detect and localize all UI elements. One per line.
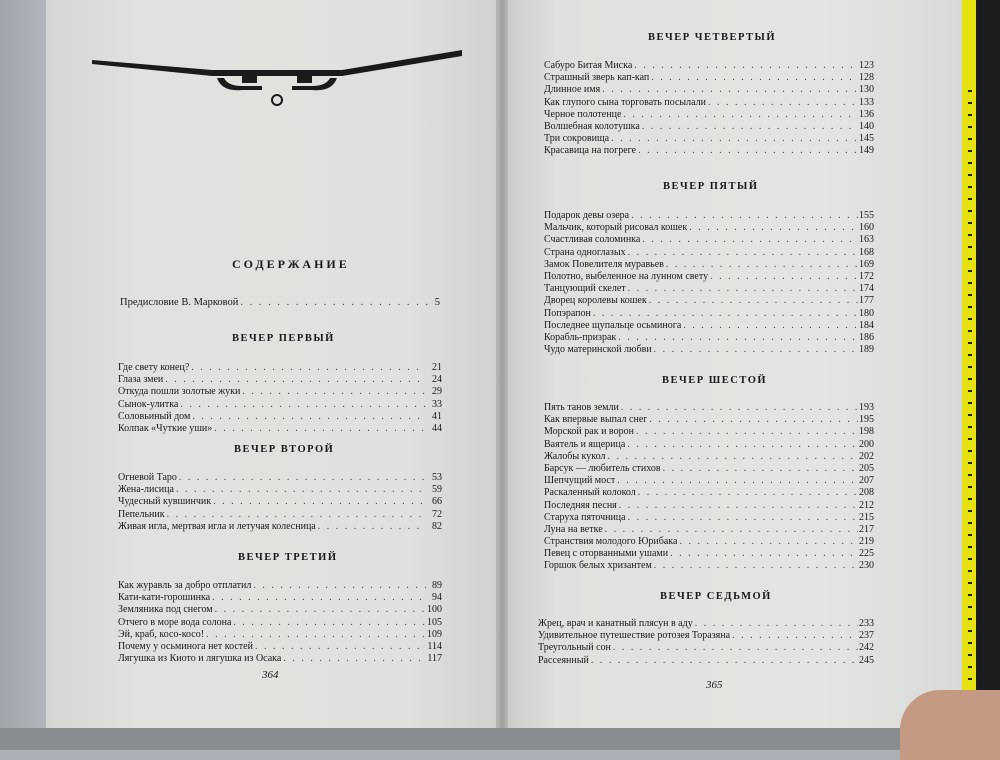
edge-mark: [968, 534, 972, 536]
toc-entry[interactable]: [118, 423, 442, 435]
entry-title: Волшебная колотушка: [544, 120, 640, 132]
entry-title: Последняя песня: [544, 499, 617, 511]
entry-page: 168: [859, 246, 874, 258]
entry-title: Барсук — любитель стихов: [544, 462, 661, 474]
leader-dots: [636, 145, 858, 157]
toc-section-6: [544, 402, 874, 573]
leader-dots: [210, 592, 426, 604]
edge-mark: [968, 174, 972, 176]
ornament-headpiece: [92, 50, 462, 110]
edge-mark: [968, 294, 972, 296]
toc-entry[interactable]: [544, 402, 874, 414]
leader-dots: [177, 472, 426, 484]
toc-entry[interactable]: [118, 521, 442, 533]
entry-page: 215: [859, 511, 874, 523]
toc-entry[interactable]: [544, 210, 874, 222]
book-gutter: [496, 0, 508, 730]
entry-title: Морской рак и ворон: [544, 426, 634, 438]
toc-entry[interactable]: [544, 344, 874, 356]
leader-dots: [600, 84, 858, 96]
leader-dots: [603, 524, 858, 536]
leader-dots: [251, 580, 426, 592]
entry-title: Попэрапон: [544, 307, 591, 319]
entry-page: 189: [859, 344, 874, 356]
edge-mark: [968, 666, 972, 668]
table-surface: [0, 728, 1000, 750]
page-number-right: 365: [706, 679, 723, 691]
toc-entry[interactable]: [544, 247, 874, 259]
edge-mark: [968, 570, 972, 572]
entry-title: Глаза змеи: [118, 374, 164, 386]
edge-mark: [968, 450, 972, 452]
entry-title: Соловьиный дом: [118, 410, 191, 422]
toc-entry[interactable]: [118, 653, 442, 665]
edge-mark: [968, 522, 972, 524]
edge-mark: [968, 378, 972, 380]
entry-title: Как журавль за добро отплатил: [118, 580, 252, 591]
entry-page: 33: [432, 398, 442, 410]
entry-page: 100: [427, 604, 442, 616]
toc-entry[interactable]: [544, 475, 874, 487]
entry-title: Треугольный сон: [538, 642, 611, 654]
toc-entry[interactable]: [118, 472, 442, 484]
entry-page: 149: [859, 145, 874, 157]
entry-page: 242: [859, 642, 874, 654]
entry-page: 82: [432, 520, 442, 532]
leader-dots: [625, 439, 858, 451]
entry-title: Три сокровища: [544, 133, 610, 145]
entry-title: Луна на ветке: [544, 523, 603, 535]
edge-mark: [968, 210, 972, 212]
leader-dots: [611, 642, 858, 654]
edge-mark: [968, 282, 972, 284]
edge-mark: [968, 486, 972, 488]
leader-dots: [693, 618, 858, 630]
leader-dots: [636, 487, 858, 499]
toc-entry[interactable]: [118, 580, 442, 592]
edge-mark: [968, 606, 972, 608]
leader-dots: [189, 362, 426, 374]
edge-mark: [968, 162, 972, 164]
toc-entry[interactable]: [538, 642, 874, 654]
entry-title: Сабуро Битая Миска: [544, 60, 633, 71]
section-heading-1: ВЕЧЕР ПЕРВЫЙ: [232, 333, 335, 344]
entry-page: 109: [427, 628, 442, 640]
toc-entry[interactable]: [118, 617, 442, 629]
toc-entry[interactable]: [118, 399, 442, 411]
edge-mark: [968, 558, 972, 560]
entry-page: 105: [427, 616, 442, 628]
entry-page: 29: [432, 386, 442, 398]
entry-page: 198: [859, 426, 874, 438]
toc-entry[interactable]: [118, 629, 442, 641]
entry-title: Замок Повелителя муравьев: [544, 258, 664, 270]
entry-page: 44: [432, 422, 442, 434]
leader-dots: [652, 560, 858, 572]
entry-page: 174: [859, 283, 874, 295]
leader-dots: [281, 653, 426, 665]
edge-mark: [968, 498, 972, 500]
leader-dots: [626, 247, 858, 259]
entry-title: Полотно, выбеленное на лунном свету: [544, 270, 709, 282]
toc-entry[interactable]: [544, 524, 874, 536]
entry-title: Отчего в море вода солона: [118, 616, 232, 628]
toc-entry[interactable]: [544, 222, 874, 234]
leader-dots: [706, 97, 858, 109]
entry-title: Предисловие В. Марковой: [120, 297, 239, 308]
edge-mark: [968, 654, 972, 656]
leader-dots: [619, 402, 858, 414]
edge-mark: [968, 510, 972, 512]
entry-title: Лягушка из Киото и лягушка из Осака: [118, 653, 282, 665]
entry-page: 225: [859, 548, 874, 560]
entry-page: 128: [859, 72, 874, 84]
entry-page: 163: [859, 234, 874, 246]
entry-title: Рассеянный: [538, 654, 589, 666]
edge-mark: [968, 354, 972, 356]
leader-dots: [609, 133, 858, 145]
edge-mark: [968, 222, 972, 224]
entry-title: Чудо материнской любви: [544, 344, 652, 356]
edge-mark: [968, 138, 972, 140]
edge-mark: [968, 366, 972, 368]
leader-dots: [681, 320, 858, 332]
entry-page: 202: [859, 450, 874, 462]
leader-dots: [677, 536, 858, 548]
toc-entry[interactable]: [118, 374, 442, 386]
toc-entry[interactable]: [118, 641, 442, 653]
edge-mark: [968, 402, 972, 404]
leader-dots: [647, 295, 858, 307]
leader-dots: [617, 500, 858, 512]
entry-page: 212: [859, 499, 874, 511]
leader-dots: [204, 629, 426, 641]
leader-dots: [190, 411, 426, 423]
leader-dots: [634, 426, 858, 438]
entry-title: Ваятель и ящерица: [544, 438, 626, 450]
leader-dots: [616, 332, 858, 344]
entry-page: 177: [859, 295, 874, 307]
entry-title: Раскаленный колокол: [544, 487, 636, 499]
toc-entry[interactable]: [118, 604, 442, 616]
edge-mark: [968, 414, 972, 416]
entry-page: 114: [427, 640, 442, 652]
toc-entry[interactable]: [544, 234, 874, 246]
leader-dots: [629, 210, 858, 222]
entry-page: 245: [859, 654, 874, 666]
toc-entry[interactable]: [118, 496, 442, 508]
entry-title: Последнее щупальце осьминога: [544, 319, 682, 331]
edge-mark: [968, 318, 972, 320]
leader-dots: [165, 509, 426, 521]
toc-entry[interactable]: [544, 332, 874, 344]
leader-dots: [211, 496, 426, 508]
leader-dots: [621, 109, 858, 121]
toc-entry[interactable]: [544, 60, 874, 72]
leader-dots: [640, 234, 858, 246]
entry-title: Счастливая соломинка: [544, 234, 641, 246]
toc-entry[interactable]: [544, 97, 874, 109]
entry-title: Старуха пяточница: [544, 511, 626, 523]
entry-page: 94: [432, 592, 442, 604]
entry-page: 130: [859, 84, 874, 96]
entry-page: 233: [859, 618, 874, 629]
toc-entry[interactable]: [544, 121, 874, 133]
entry-page: 200: [859, 438, 874, 450]
entry-title: Пять танов земли: [544, 402, 619, 413]
leader-dots: [708, 271, 858, 283]
toc-entry[interactable]: [544, 271, 874, 283]
entry-page: 184: [859, 319, 874, 331]
toc-entry[interactable]: [544, 283, 874, 295]
toc-entry[interactable]: [544, 133, 874, 145]
entry-page: 24: [432, 374, 442, 386]
leader-dots: [213, 604, 426, 616]
edge-mark: [968, 678, 972, 680]
toc-entry[interactable]: [538, 618, 874, 630]
entry-title: Черное полотенце: [544, 108, 622, 120]
toc-entry[interactable]: [544, 320, 874, 332]
entry-page: 140: [859, 120, 874, 132]
entry-title: Где свету конец?: [118, 362, 190, 373]
toc-entry[interactable]: [544, 536, 874, 548]
entry-title: Колпак «Чуткие уши»: [118, 422, 213, 434]
entry-title: Жрец, врач и канатный плясун в аду: [538, 618, 693, 629]
toc-entry[interactable]: [118, 592, 442, 604]
toc-section-7: [538, 618, 874, 667]
toc-entry[interactable]: [118, 509, 442, 521]
entry-page: 205: [859, 462, 874, 474]
toc-entry[interactable]: [544, 439, 874, 451]
toc-section-5: [544, 210, 874, 356]
leader-dots: [632, 60, 858, 72]
entry-title: Пепельник: [118, 508, 165, 520]
entry-page: 193: [859, 402, 874, 413]
entry-title: Сынок-улитка: [118, 398, 179, 410]
toc-entry[interactable]: [544, 548, 874, 560]
edge-mark: [968, 642, 972, 644]
edge-mark: [968, 126, 972, 128]
edge-mark: [968, 306, 972, 308]
entry-page: 217: [859, 523, 874, 535]
leader-dots: [649, 72, 858, 84]
toc-entry[interactable]: [544, 560, 874, 572]
entry-page: 21: [432, 362, 442, 373]
leader-dots: [615, 475, 858, 487]
entry-title: Чудесный кувшинчик: [118, 496, 212, 508]
toc-entry[interactable]: [544, 512, 874, 524]
entry-page: 133: [859, 96, 874, 108]
entry-page: 5: [434, 297, 440, 308]
entry-page: 155: [859, 210, 874, 221]
section-heading-4: ВЕЧЕР ЧЕТВЕРТЫЙ: [648, 32, 776, 43]
edge-mark: [968, 186, 972, 188]
toc-entry[interactable]: [538, 655, 874, 667]
toc-entry[interactable]: [544, 72, 874, 84]
toc-entry-preface[interactable]: [120, 297, 440, 308]
edge-mark: [968, 594, 972, 596]
entry-title: Жалобы кукол: [544, 450, 606, 462]
edge-mark: [968, 342, 972, 344]
toc-entry[interactable]: [544, 308, 874, 320]
edge-mark: [968, 546, 972, 548]
toc-entry[interactable]: [544, 414, 874, 426]
entry-title: Удивительное путешествие ротозея Торазяна: [538, 630, 731, 642]
leader-dots: [174, 484, 426, 496]
leader-dots: [253, 641, 426, 653]
edge-mark: [968, 438, 972, 440]
leader-dots: [687, 222, 858, 234]
toc-entry[interactable]: [544, 84, 874, 96]
entry-title: Страна одноглазых: [544, 246, 626, 258]
entry-title: Певец с оторванными ушами: [544, 548, 669, 560]
entry-title: Мальчик, который рисовал кошек: [544, 222, 688, 234]
edge-mark: [968, 462, 972, 464]
entry-page: 237: [859, 630, 874, 642]
entry-title: Красавица на погреге: [544, 145, 637, 157]
edge-mark: [968, 234, 972, 236]
edge-mark: [968, 114, 972, 116]
entry-title: Горшок белых хризантем: [544, 560, 652, 572]
entry-title: Земляника под снегом: [118, 604, 213, 616]
entry-page: 59: [432, 484, 442, 496]
edge-mark: [968, 630, 972, 632]
leader-dots: [163, 374, 426, 386]
entry-title: Огневой Таро: [118, 472, 177, 483]
entry-page: 195: [859, 414, 874, 426]
edge-mark: [968, 90, 972, 92]
toc-entry[interactable]: [118, 411, 442, 423]
leader-dots: [730, 630, 858, 642]
entry-title: Почему у осьминога нет костей: [118, 640, 253, 652]
toc-entry[interactable]: [544, 487, 874, 499]
toc-section-4: [544, 60, 874, 158]
edge-mark: [968, 618, 972, 620]
leader-dots: [647, 414, 858, 426]
edge-mark: [968, 102, 972, 104]
toc-entry[interactable]: [544, 463, 874, 475]
entry-page: 72: [432, 508, 442, 520]
entry-title: Дворец королевы кошек: [544, 295, 647, 307]
leader-dots: [626, 283, 858, 295]
entry-page: 180: [859, 307, 874, 319]
entry-title: Эй, краб, косо-косо!: [118, 628, 205, 640]
edge-mark: [968, 390, 972, 392]
entry-page: 53: [432, 472, 442, 483]
toc-entry[interactable]: [544, 145, 874, 157]
entry-page: 145: [859, 133, 874, 145]
entry-title: Странствия молодого Юрибака: [544, 536, 678, 548]
contents-title: СОДЕРЖАНИЕ: [232, 257, 350, 271]
leader-dots: [661, 463, 858, 475]
entry-title: Подарок девы озера: [544, 210, 630, 221]
leader-dots: [591, 308, 858, 320]
leader-dots: [231, 617, 426, 629]
leader-dots: [668, 548, 858, 560]
entry-page: 230: [859, 560, 874, 572]
entry-page: 186: [859, 331, 874, 343]
leader-dots: [240, 386, 426, 398]
entry-page: 89: [432, 580, 442, 591]
toc-entry[interactable]: [118, 386, 442, 398]
entry-page: 66: [432, 496, 442, 508]
section-heading-7: ВЕЧЕР СЕДЬМОЙ: [660, 591, 772, 602]
edge-mark: [968, 474, 972, 476]
entry-page: 117: [427, 653, 442, 665]
edge-mark: [968, 258, 972, 260]
toc-entry[interactable]: [538, 630, 874, 642]
leader-dots: [589, 655, 858, 667]
entry-page: 41: [432, 410, 442, 422]
entry-page: 208: [859, 487, 874, 499]
toc-entry[interactable]: [544, 426, 874, 438]
section-heading-3: ВЕЧЕР ТРЕТИЙ: [238, 552, 338, 563]
leader-dots: [178, 399, 426, 411]
entry-page: 136: [859, 108, 874, 120]
toc-entry[interactable]: [544, 500, 874, 512]
toc-section-1: [118, 362, 442, 435]
entry-page: 160: [859, 222, 874, 234]
entry-page: 219: [859, 536, 874, 548]
toc-section-3: [118, 580, 442, 665]
leader-dots: [652, 344, 858, 356]
edge-mark: [968, 198, 972, 200]
toc-entry[interactable]: [544, 259, 874, 271]
edge-mark: [968, 582, 972, 584]
entry-title: Кати-кати-горошинка: [118, 592, 211, 604]
toc-entry[interactable]: [118, 362, 442, 374]
leader-dots: [316, 521, 426, 533]
toc-entry[interactable]: [118, 484, 442, 496]
entry-title: Страшный зверь кап-кап: [544, 72, 650, 84]
section-heading-5: ВЕЧЕР ПЯТЫЙ: [663, 181, 759, 192]
leader-dots: [640, 121, 858, 133]
leader-dots: [626, 512, 858, 524]
edge-mark: [968, 330, 972, 332]
entry-title: Танцующий скелет: [544, 283, 626, 295]
leader-dots: [605, 451, 858, 463]
entry-title: Длинное имя: [544, 84, 601, 96]
edge-mark: [968, 150, 972, 152]
edge-mark: [968, 246, 972, 248]
entry-page: 169: [859, 258, 874, 270]
edge-mark: [968, 270, 972, 272]
section-heading-6: ВЕЧЕР ШЕСТОЙ: [662, 375, 768, 386]
leader-dots: [664, 259, 858, 271]
toc-entry[interactable]: [544, 295, 874, 307]
entry-page: 207: [859, 475, 874, 487]
section-heading-2: ВЕЧЕР ВТОРОЙ: [234, 444, 335, 455]
edge-mark: [968, 426, 972, 428]
leader-dots: [238, 297, 434, 308]
toc-entry[interactable]: [544, 451, 874, 463]
page-number-left: 364: [262, 669, 279, 681]
leader-dots: [212, 423, 426, 435]
entry-title: Как впервые выпал снег: [544, 414, 648, 426]
entry-title: Живая игла, мертвая игла и летучая колесница: [118, 520, 316, 532]
entry-title: Откуда пошли золотые жуки: [118, 386, 241, 398]
entry-title: Как глупого сына торговать посылали: [544, 96, 706, 108]
entry-title: Жена-лисица: [118, 484, 174, 496]
toc-entry[interactable]: [544, 109, 874, 121]
entry-title: Шепчущий мост: [544, 475, 616, 487]
entry-title: Корабль-призрак: [544, 331, 617, 343]
entry-page: 123: [859, 60, 874, 71]
entry-page: 172: [859, 270, 874, 282]
toc-section-2: [118, 472, 442, 533]
